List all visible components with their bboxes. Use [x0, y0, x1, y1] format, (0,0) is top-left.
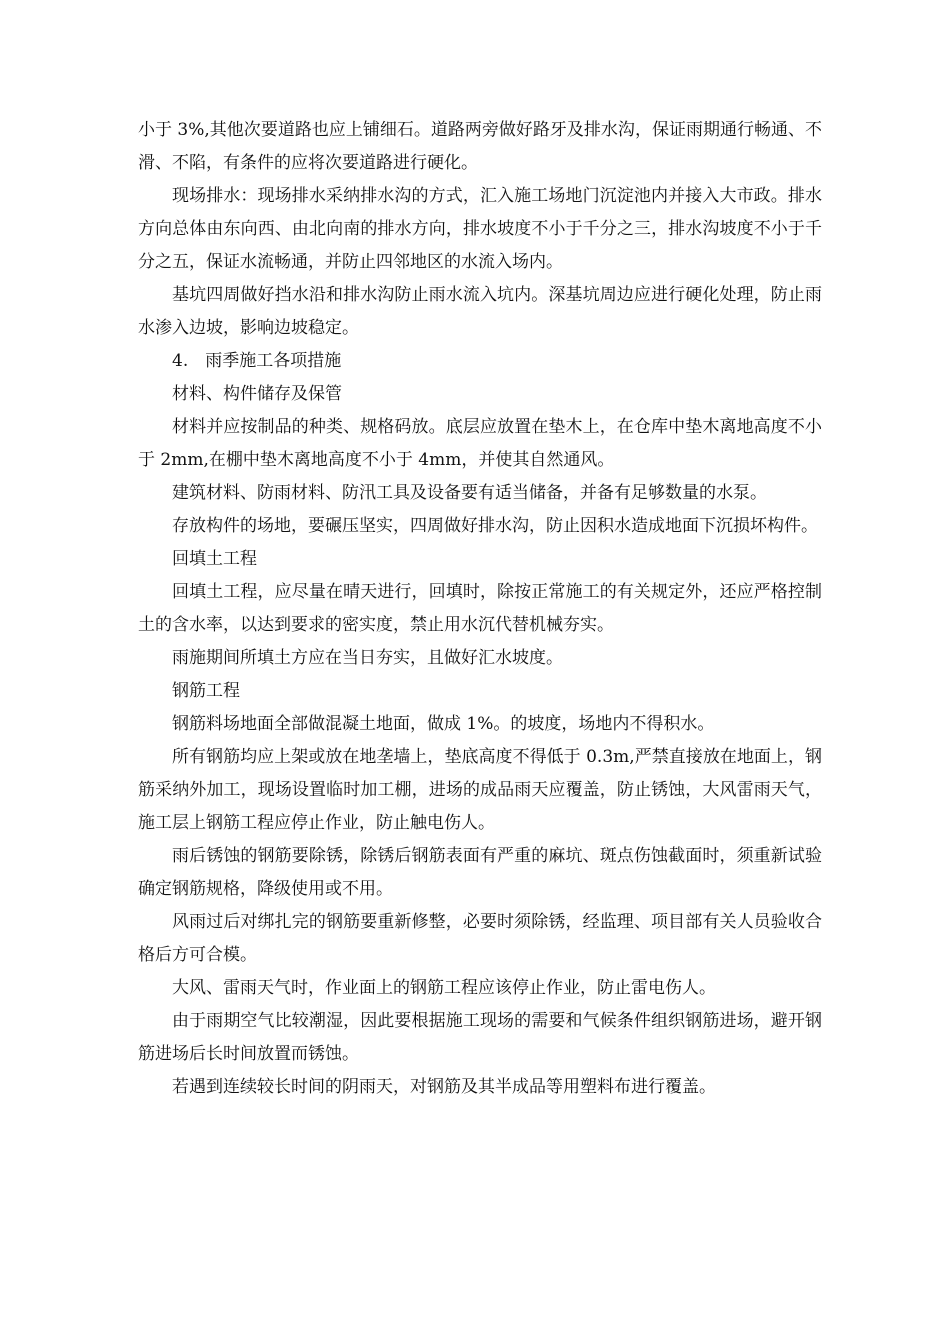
paragraph-11: 雨施期间所填土方应在当日夯实，且做好汇水坡度。	[172, 648, 563, 668]
subheading-materials: 材料、构件储存及保管	[172, 384, 342, 404]
paragraph-8: 存放构件的场地，要碾压坚实，四周做好排水沟，防止因积水造成地面下沉损坏构件。	[172, 516, 818, 536]
paragraph-2: 现场排水：现场排水采纳排水沟的方式，汇入施工场地门沉淀池内并接入大市政。排水方向总体由东向西、由北向南的排水方向，排水坡度不小于千分之三，排水沟坡度不小于千分之五，保证水流畅通，并防止四邻地区的水流入场内。	[138, 186, 822, 272]
paragraph-3: 基坑四周做好挡水沿和排水沟防止雨水流入坑内。深基坑周边应进行硬化处理，防止雨水渗入边坡，影响边坡稳定。	[138, 285, 822, 338]
paragraph-13: 钢筋料场地面全部做混凝土地面，做成 1%。的坡度，场地内不得积水。	[172, 714, 715, 734]
document-body	[138, 114, 822, 1104]
paragraph-7: 建筑材料、防雨材料、防汛工具及设备要有适当储备，并备有足够数量的水泵。	[172, 483, 767, 503]
paragraph-19: 若遇到连续较长时间的阴雨天，对钢筋及其半成品等用塑料布进行覆盖。	[172, 1077, 716, 1097]
paragraph-16: 风雨过后对绑扎完的钢筋要重新修整，必要时须除锈，经监理、项目部有关人员验收合格后方可合模。	[138, 912, 822, 965]
subheading-rebar: 钢筋工程	[172, 681, 240, 701]
paragraph-17: 大风、雷雨天气时，作业面上的钢筋工程应该停止作业，防止雷电伤人。	[172, 978, 716, 998]
paragraph-6: 材料并应按制品的种类、规格码放。底层应放置在垫木上，在仓库中垫木离地高度不小于 2mm,在棚中垫木离地高度不小于 4mm，并使其自然通风。	[138, 417, 822, 470]
paragraph-14: 所有钢筋均应上架或放在地垄墙上，垫底高度不得低于 0.3m,严禁直接放在地面上，钢筋采纳外加工，现场设置临时加工棚，进场的成品雨天应覆盖，防止锈蚀，大风雷雨天气，施工层上钢筋工程应停止作业，防止触电伤人。	[138, 747, 822, 833]
paragraph-18: 由于雨期空气比较潮湿，因此要根据施工现场的需要和气候条件组织钢筋进场，避开钢筋进场后长时间放置而锈蚀。	[138, 1011, 822, 1064]
paragraph-1: 小于 3%,其他次要道路也应上铺细石。道路两旁做好路牙及排水沟，保证雨期通行畅通、不滑、不陷，有条件的应将次要道路进行硬化。	[138, 120, 822, 173]
subheading-backfill: 回填土工程	[172, 549, 257, 569]
paragraph-15: 雨后锈蚀的钢筋要除锈，除锈后钢筋表面有严重的麻坑、斑点伤蚀截面时，须重新试验确定钢筋规格，降级使用或不用。	[138, 846, 822, 899]
paragraph-10: 回填土工程，应尽量在晴天进行，回填时，除按正常施工的有关规定外，还应严格控制土的含水率，以达到要求的密实度，禁止用水沉代替机械夯实。	[138, 582, 822, 635]
section-heading-4: 4. 雨季施工各项措施	[172, 351, 342, 371]
